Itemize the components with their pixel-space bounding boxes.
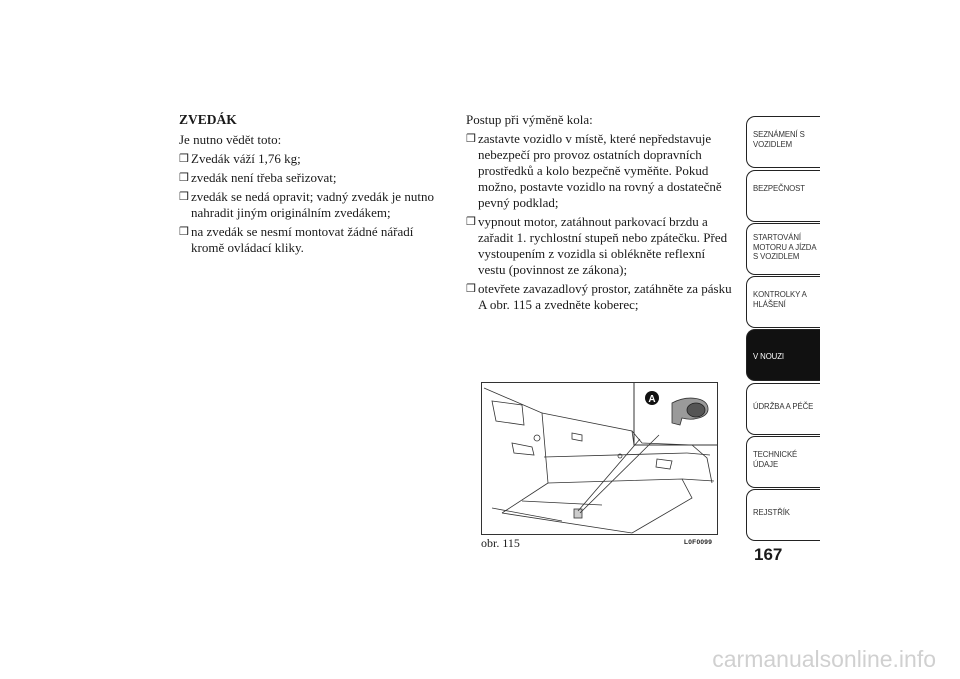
figure-code: L0F0099	[684, 539, 713, 546]
callout-a-label: A	[648, 394, 656, 405]
left-column	[179, 112, 441, 259]
right-column	[466, 112, 732, 316]
watermark: carmanualsonline.info	[712, 646, 936, 672]
checkbox-bullet-icon: ❒	[179, 153, 189, 165]
right-item-list	[466, 131, 732, 313]
list-item: ❒ zvedák není třeba seřizovat;	[179, 170, 337, 185]
page-number: 167	[754, 545, 783, 564]
checkbox-bullet-icon: ❒	[466, 133, 476, 145]
tab-technicke-udaje[interactable]: TECHNICKÉ ÚDAJE	[746, 436, 820, 488]
checkbox-bullet-icon: ❒	[466, 283, 476, 295]
tab-bezpecnost[interactable]: BEZPEČNOST	[746, 170, 820, 222]
list-item: ❒ Zvedák váží 1,76 kg;	[179, 151, 301, 166]
right-intro: Postup při výměně kola:	[466, 112, 593, 127]
tab-kontrolky-a-hlaseni[interactable]: KONTROLKY A HLÁŠENÍ	[746, 276, 820, 328]
checkbox-bullet-icon: ❒	[179, 191, 189, 203]
tab-startovani[interactable]: STARTOVÁNÍ MOTORU A JÍZDA S VOZIDLEM	[746, 223, 820, 275]
tab-rejstrik[interactable]: REJSTŘÍK	[746, 489, 820, 541]
list-item: ❒ zastavte vozidlo v místě, které nepředstavuje nebezpečí pro provoz ostatních dopravních prostředků a kolo bezpečně vyměňte. Pokud možno, postavte vozidlo na rovný a dostatečně pevný podklad;	[466, 131, 722, 210]
list-item: ❒ otevřete zavazadlový prostor, zatáhněte za pásku A obr. 115 a zvedněte koberec;	[466, 281, 732, 312]
list-item: ❒ na zvedák se nesmí montovat žádné nářadí kromě ovládací kliky.	[179, 224, 414, 255]
tab-v-nouzi[interactable]: V NOUZI	[746, 329, 820, 381]
list-item: ❒ zvedák se nedá opravit; vadný zvedák je nutno nahradit jiným originálním zvedákem;	[179, 189, 434, 220]
checkbox-bullet-icon: ❒	[179, 226, 189, 238]
strap-detail-icon	[672, 398, 708, 425]
trunk-illustration	[481, 382, 718, 535]
checkbox-bullet-icon: ❒	[179, 172, 189, 184]
tab-udrzba-a-pece[interactable]: ÚDRŽBA A PÉČE	[746, 383, 820, 435]
tab-seznameni-s-vozidlem[interactable]: SEZNÁMENÍ S VOZIDLEM	[746, 116, 820, 168]
list-item: ❒ vypnout motor, zatáhnout parkovací brzdu a zařadit 1. rychlostní stupeň nebo zpátečku. Před vystoupením z vozidla si oblékněte reflexní vestu (povinnost ze zákona);	[466, 214, 728, 277]
figure-caption: obr. 115	[481, 536, 520, 550]
checkbox-bullet-icon: ❒	[466, 216, 476, 228]
section-heading: ZVEDÁK	[179, 112, 237, 127]
left-intro: Je nutno vědět toto:	[179, 132, 282, 147]
trunk-drawing	[482, 383, 718, 535]
left-item-list	[179, 151, 441, 256]
